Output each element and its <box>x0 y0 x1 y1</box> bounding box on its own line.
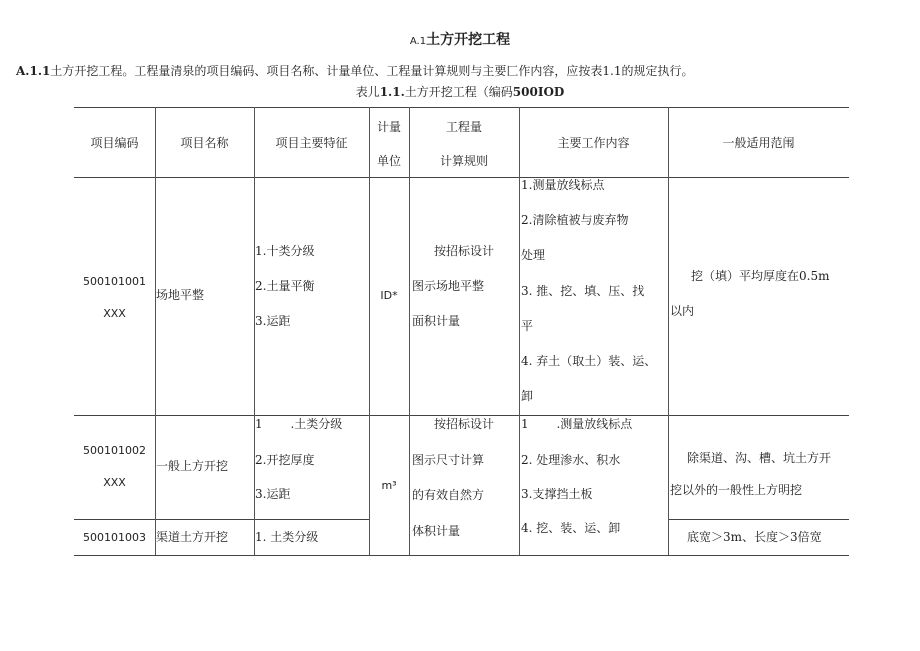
header-unit-line1: 计量 <box>376 120 401 134</box>
row1-code-line1: 500101001 <box>83 275 146 288</box>
row1-rule-2: 图示场地平整 <box>412 279 485 293</box>
row2-code-line2: XXX <box>103 476 126 489</box>
header-bottom-rule <box>74 177 849 178</box>
row1-scope-2: 以内 <box>670 304 695 318</box>
row2-feature-2: 2.开挖厚度 <box>255 453 315 467</box>
row1-feature-2: 2.土量平衡 <box>255 279 315 293</box>
header-work: 主要工作内容 <box>557 136 630 150</box>
row2-unit: m³ <box>381 479 397 492</box>
table-bottom-rule <box>74 555 849 556</box>
row3-scope-1: 底宽＞3m、长度＞3倍宽 <box>687 530 822 544</box>
header-rule-line1: 工程量 <box>445 120 482 134</box>
row1-work-7: 卸 <box>521 389 534 403</box>
row2-code-line1: 500101002 <box>83 444 146 457</box>
quantity-table <box>74 107 849 556</box>
row2-rule-1: 按招标设计 <box>433 417 494 431</box>
row1-name: 场地平整 <box>156 288 205 302</box>
section-title <box>0 29 920 49</box>
section-number: A.1 <box>409 36 427 47</box>
clause-text: 土方开挖工程。工程量清泉的项目编码、项目名称、计量单位、工程量计算规则与主要匚作内容，应按表1.1的规定执行。 <box>50 64 694 78</box>
clause-number: A.1.1 <box>16 64 51 78</box>
row1-code-line2: XXX <box>103 307 126 320</box>
row2-work-2: 2. 处理渗水、积水 <box>521 453 621 467</box>
row1-work-3: 处理 <box>521 248 546 262</box>
row1-feature-1: 1.十类分级 <box>255 244 315 258</box>
table-caption <box>0 83 920 100</box>
row1-unit: ID* <box>380 289 398 302</box>
row2-work-4: 4. 挖、装、运、卸 <box>521 521 621 535</box>
row3-name: 渠道土方开挖 <box>156 530 229 544</box>
col-divider-1 <box>155 107 156 555</box>
row2-feature-1: 1 .土类分级 <box>255 417 343 431</box>
row2-rule-3: 的有效自然方 <box>412 488 485 502</box>
intro-paragraph <box>16 62 693 79</box>
caption-number: 1.1. <box>379 85 405 99</box>
row2-scope-2: 挖以外的一般性上方明挖 <box>670 483 803 497</box>
row3-code: 500101003 <box>83 531 146 544</box>
caption-code: 500IOD <box>512 85 565 99</box>
row1-rule-1: 按招标设计 <box>433 244 494 258</box>
row2-rule-2: 图示尺寸计算 <box>412 453 485 467</box>
row1-work-2: 2.清除植被与废弃物 <box>521 213 629 227</box>
row2-name: 一般上方开挖 <box>156 459 229 473</box>
header-feature: 项目主要特征 <box>275 136 348 150</box>
row2-scope-1: 除渠道、沟、槽、坑土方开 <box>687 451 832 465</box>
header-unit-line2: 单位 <box>376 154 401 168</box>
row2-rule-4: 体积计量 <box>412 524 461 538</box>
caption-prefix: 表儿 <box>355 85 380 99</box>
col-divider-5 <box>519 107 520 555</box>
header-rule-line2: 计算规则 <box>439 154 488 168</box>
caption-title: 土方开挖工程（编码 <box>404 85 513 99</box>
row2-work-3: 3.支撑挡土板 <box>521 487 593 501</box>
row1-work-5: 平 <box>521 319 534 333</box>
row1-work-1: 1.测量放线标点 <box>521 178 605 192</box>
col-divider-6 <box>668 107 669 555</box>
row1-scope-1: 挖（填）平均厚度在0.5m <box>691 269 830 283</box>
row2-feature-3: 3.运距 <box>255 487 291 501</box>
table-top-rule <box>74 107 849 108</box>
col-divider-4 <box>409 107 410 555</box>
row1-feature-3: 3.运距 <box>255 314 291 328</box>
header-name: 项目名称 <box>180 136 229 150</box>
row1-rule-3: 面积计量 <box>412 314 461 328</box>
row3-feature-1: 1. 土类分级 <box>255 530 319 544</box>
row2-work-1: 1 .测量放线标点 <box>521 417 633 431</box>
row1-work-4: 3. 推、挖、填、压、找 <box>521 284 645 298</box>
header-scope: 一般适用范闱 <box>722 136 795 150</box>
section-heading: 土方开挖工程 <box>426 32 511 48</box>
row1-work-6: 4. 弃土（取土）装、运、 <box>521 354 657 368</box>
header-code: 项目编码 <box>90 136 139 150</box>
